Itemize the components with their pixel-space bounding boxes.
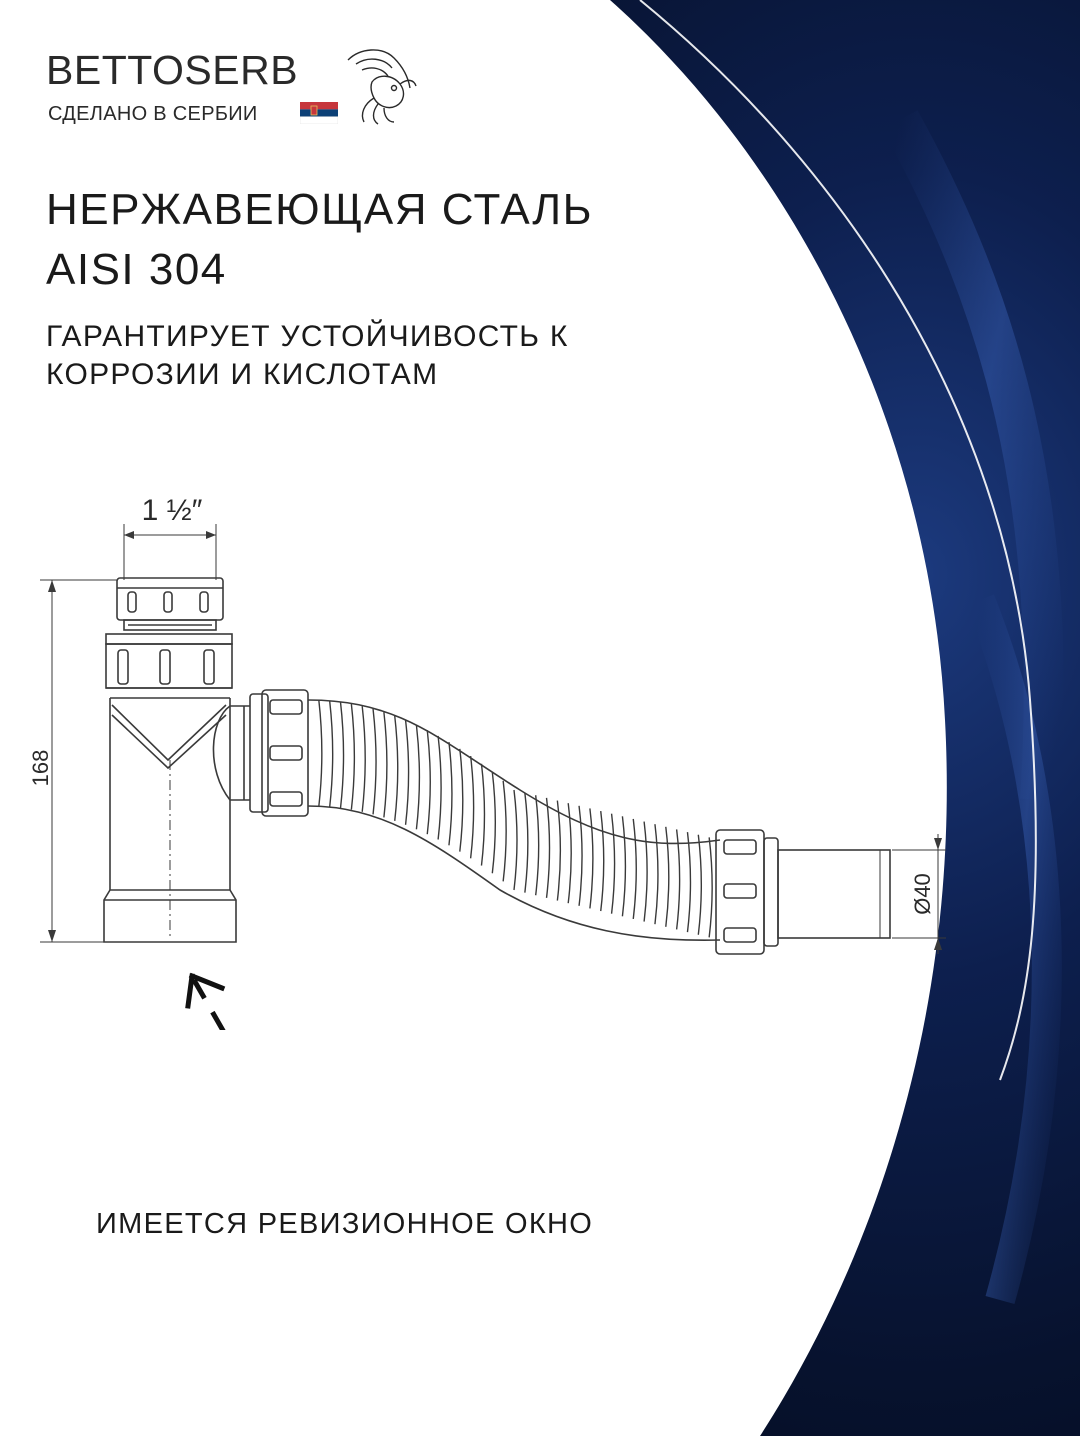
hose-rib xyxy=(341,702,344,808)
hose-rib xyxy=(438,736,441,840)
hose-rib xyxy=(612,814,615,914)
hose-rib xyxy=(547,798,550,898)
headline-line2: AISI 304 xyxy=(46,245,227,294)
caption-revision-window: ИМЕЕТСЯ РЕВИЗИОННОЕ ОКНО xyxy=(96,1208,594,1240)
hose-rib xyxy=(590,808,593,908)
hose-rib xyxy=(536,795,539,895)
serbia-flag-icon xyxy=(300,102,338,124)
hose-rib xyxy=(677,829,680,929)
dimension-top-label: 1 ½″ xyxy=(141,494,203,527)
subheadline-line2: КОРРОЗИИ И КИСЛОТАМ xyxy=(46,358,439,391)
hose-rib xyxy=(503,781,506,882)
hose-rib xyxy=(449,742,452,845)
hose-rib xyxy=(666,827,669,927)
hose-rib xyxy=(525,793,528,893)
hose-rib xyxy=(492,772,495,873)
brand-tagline: СДЕЛАНО В СЕРБИИ xyxy=(48,103,258,125)
hose-rib xyxy=(330,701,333,807)
hose-rib xyxy=(644,822,647,922)
subheadline xyxy=(46,318,569,394)
hose-rib xyxy=(362,706,365,812)
hose-rib xyxy=(481,764,484,866)
hose-rib xyxy=(579,806,582,906)
hose-rib xyxy=(698,835,701,935)
hose-rib xyxy=(655,824,658,924)
hose-rib xyxy=(406,720,409,825)
hose-rib xyxy=(687,832,690,932)
hose-rib xyxy=(460,749,463,852)
hose-rib xyxy=(416,725,419,829)
headline xyxy=(46,180,593,300)
hose-rib xyxy=(427,730,430,834)
brand-name: BETTOSERB xyxy=(46,47,299,93)
hose-rib xyxy=(373,709,376,814)
hose-rib xyxy=(319,700,322,806)
betta-fish-icon xyxy=(342,42,418,126)
dimension-height-label: 168 xyxy=(28,749,53,787)
hose-rib xyxy=(709,837,712,937)
siphon-technical-drawing xyxy=(0,470,1000,1030)
hose-rib xyxy=(384,712,387,817)
hose-rib xyxy=(601,811,604,911)
hose-rib xyxy=(351,704,354,810)
hose-rib xyxy=(633,819,636,919)
subheadline-line1: ГАРАНТИРУЕТ УСТОЙЧИВОСТЬ К xyxy=(46,320,569,353)
hose-rib xyxy=(395,716,398,821)
headline-line1: НЕРЖАВЕЮЩАЯ СТАЛЬ xyxy=(46,185,593,234)
brand-logo xyxy=(46,47,299,125)
hose-rib xyxy=(622,816,625,916)
hose-rib xyxy=(557,801,560,901)
dimension-outlet-label: Ø40 xyxy=(910,873,935,915)
hose-rib xyxy=(471,756,474,858)
hose-rib xyxy=(514,790,517,890)
